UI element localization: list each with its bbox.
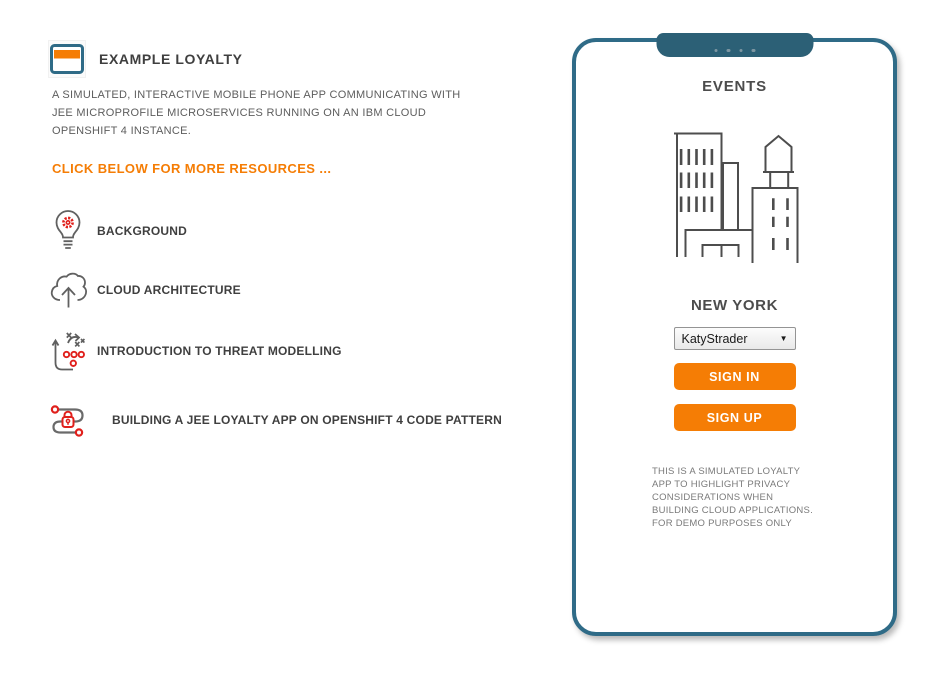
loyalty-card-icon <box>48 40 86 78</box>
page-header <box>48 40 243 78</box>
resources-heading: CLICK BELOW FOR MORE RESOURCES ... <box>52 161 332 176</box>
notch-dot <box>739 49 743 53</box>
resource-link-background[interactable] <box>48 208 187 254</box>
journey-lock-icon <box>48 401 88 439</box>
strategy-play-icon <box>48 328 88 374</box>
info-panel <box>48 40 528 510</box>
user-select[interactable] <box>674 327 796 350</box>
resource-label: BUILDING A JEE LOYALTY APP ON OPENSHIFT 4 CODE PATTERN <box>112 412 502 427</box>
resource-link-code-pattern[interactable] <box>48 398 502 442</box>
sign-in-button[interactable]: SIGN IN <box>674 363 796 390</box>
city-title: NEW YORK <box>690 297 779 314</box>
disclaimer-line: BUILDING CLOUD APPLICATIONS. <box>652 505 813 516</box>
screen-title: EVENTS <box>702 78 767 95</box>
dropdown-arrow-icon: ▼ <box>779 333 788 343</box>
phone-mockup <box>572 38 897 636</box>
resource-link-threat-modelling[interactable] <box>48 328 342 374</box>
page-title: EXAMPLE LOYALTY <box>99 51 243 67</box>
resource-label: BACKGROUND <box>97 223 187 238</box>
notch-dot <box>714 49 718 53</box>
user-select-value: KatyStrader <box>681 331 748 346</box>
disclaimer-line: THIS IS A SIMULATED LOYALTY <box>652 466 801 477</box>
resource-label: INTRODUCTION TO THREAT MODELLING <box>97 343 342 358</box>
notch-dot <box>752 49 756 53</box>
disclaimer-line: APP TO HIGHLIGHT PRIVACY <box>652 479 791 490</box>
disclaimer-line: FOR DEMO PURPOSES ONLY <box>652 518 792 529</box>
resource-label: CLOUD ARCHITECTURE <box>97 282 241 297</box>
cloud-upload-icon <box>48 271 88 309</box>
city-buildings-icon <box>670 130 799 270</box>
notch-dot <box>727 49 731 53</box>
disclaimer-text <box>652 465 852 530</box>
disclaimer-line: CONSIDERATIONS WHEN <box>652 492 774 503</box>
resource-link-cloud-architecture[interactable] <box>48 268 241 312</box>
phone-notch <box>656 33 813 57</box>
lightbulb-gear-icon <box>48 209 88 253</box>
app-description: A SIMULATED, INTERACTIVE MOBILE PHONE APP COMMUNICATING WITH JEE MICROPROFILE MICROSERVICES RUNNING ON AN IBM CLOUD OPENSHIFT 4 INSTANCE. <box>52 89 461 137</box>
sign-up-button[interactable]: SIGN UP <box>674 404 796 431</box>
